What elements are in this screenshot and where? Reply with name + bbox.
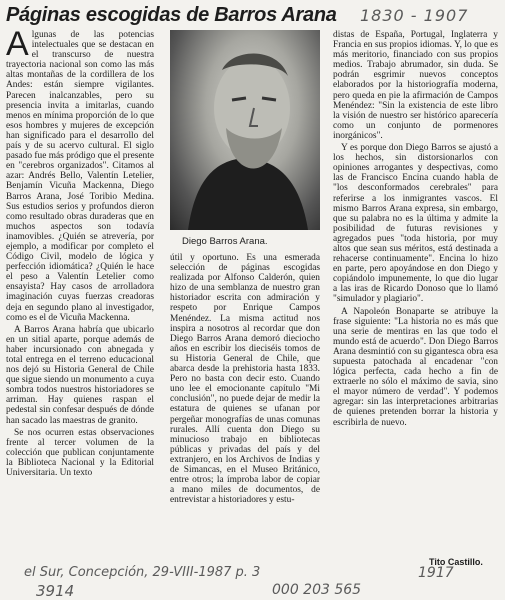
- handwritten-source-note: el Sur, Concepción, 29-VIII-1987 p. 3: [24, 565, 261, 580]
- portrait-illustration: [170, 30, 320, 230]
- handwritten-number: 3914: [36, 582, 75, 600]
- column-1-paragraph-1: [6, 30, 154, 323]
- column-3-paragraph-3: A Napoleón Bonaparte se atribuye la frase siguiente: "La historia no es más que una serie de mentiras en las que todo el mundo está de acuerdo". Don Diego Barros Arana desmintió con su gigantesca obra esa supuesta patochada al encadenar "con lógica perfecta, cada hecho a fin de extraerle no sólo el máximo de savia, sino el mayor número de verdad". Y podemos agregar: sin las interpretaciones arbitrarias de quienes pretenden borrar la historia y escribirla de nuevo.: [333, 306, 498, 428]
- handwritten-year: 1917: [418, 565, 454, 581]
- column-1-paragraph-1-text: lgunas de las potencias intelectuales que se destacan en el transcurso de nuestra trayectoria nacional son como las más altas montañas de la cordillera de los Andes: están siempre vigilantes. Parecen inalcanzables, pero su presencia invita a imitarlas, cuando menos en mínima proporción de lo que esos hombres y mujeres de excepción han significado para el desarrollo del país y de su acervo cultural. El siglo pasado fue más pródigo que el presente en "cerebros organizados". Citamos al azar: Andrés Bello, Valentín Letelier, Benjamín Vicuña Mackenna, Diego Barros Arana, José Toribio Medina. Sus estudios serios y profundos dieron como resultado obras duraderas que en muchos aspectos son todavía inamovibles. ¿Quién se atrevería, por ejemplo, a modificar por completo el Código Civil, modelo de lógica y perfección idiomática? ¿Quién le hace el peso a Valentín Letelier como ensayista? Hay casos de arrolladora imaginación cuyas fuerzas creadoras deja en segundo plano al investigador, como es el de Vicuña Mackenna.: [6, 30, 154, 323]
- column-3-paragraph-2: Y es porque don Diego Barros se ajustó a los hechos, sin distorsionarlos con opiniones arrogantes y despectivas, como las de Francisco Encina cuando habla de "los desconformados cerebrales" para referirse a los inmigrantes vascos. El mismo Barros Arana expresa, sin embargo, que su palabra no es la última y admite la posibilidad de futuras revisiones y agregados pues "toda historia, por muy altos que sean sus méritos, está destinada a rehacerse continuamente". Encina lo hizo en parte, pero apoyándose en don Diego y copiándolo impunemente, lo que dio lugar a las iras de Ricardo Donoso que lo llamó "simulador y plagiario".: [333, 143, 498, 305]
- column-3-paragraph-1: distas de España, Portugal, Inglaterra y Francia en sus propios idiomas. Y, lo que es más meritorio, financiado con sus propios medios. Trabajo abrumador, sin duda. Se podrán esgrimir nuevos conceptos elaborados por la historiografía moderna, pero queda en pie la afirmación de Campos Menéndez: "Sin la existencia de este libro la visión de nuestro ser histórico aparecería como un conjunto de pormenores inorgánicos".: [333, 30, 498, 141]
- article-title: Páginas escogidas de Barros Arana: [6, 4, 337, 26]
- portrait-photo: [170, 30, 320, 230]
- handwritten-code: 000 203 565: [272, 582, 362, 598]
- handwritten-years: 1830 - 1907: [360, 6, 469, 25]
- article-column-3: [333, 30, 498, 550]
- column-1-paragraph-3: Se nos ocurren estas observaciones frente al tercer volumen de la colección que publican conjuntamente la Biblioteca Nacional y la Editorial Universitaria. Un texto: [6, 427, 154, 479]
- column-1-paragraph-2: A Barros Arana habría que ubicarlo en un sitial aparte, porque además de haber incursionado con abnegada y total entrega en el terreno educacional nos dejó su Historia General de Chile que sigue siendo un monumento a cuya sombra todos nuestros historiadores se arriman. Hay quienes raspan el pedestal sin confesar después de dónde han sacado las maestras de granito.: [6, 324, 154, 426]
- article-column-2: [170, 253, 320, 558]
- article-column-1: [6, 30, 154, 563]
- column-2-paragraph-1: útil y oportuno. Es una esmerada selección de páginas escogidas realizada por Alfonso Calderón, quien hizo de una semblanza de nuestro gran historiador escrita con admiración y respeto por Enrique Campos Menéndez. La misma actitud nos inspira a nosotros al recordar que don Diego Barros Arana demoró dieciocho años en escribir los dieciséis tomos de su Historia General de Chile, que abarca desde la prehistoria hasta 1833. Pero no basta con decir esto. Cuando uno lee el emocionante capítulo "Mi conclusión", no puede dejar de medir la estatura de quienes se ufanan por pergeñar monografías de unas comunas rurales. Allí cuenta don Diego su minucioso trabajo en bibliotecas públicas y privadas del país y del extranjero, en los Archivos de Indias y de Simancas, en el Museo Británico, entre otros; la ímproba labor de copiar a mano miles de documentos, de entrevistar a historiadores y estu-: [170, 253, 320, 506]
- author-signature: Tito Castillo.: [429, 557, 483, 567]
- portrait-coat: [188, 158, 308, 230]
- drop-cap: A: [6, 30, 29, 63]
- photo-caption: Diego Barros Arana.: [182, 236, 268, 247]
